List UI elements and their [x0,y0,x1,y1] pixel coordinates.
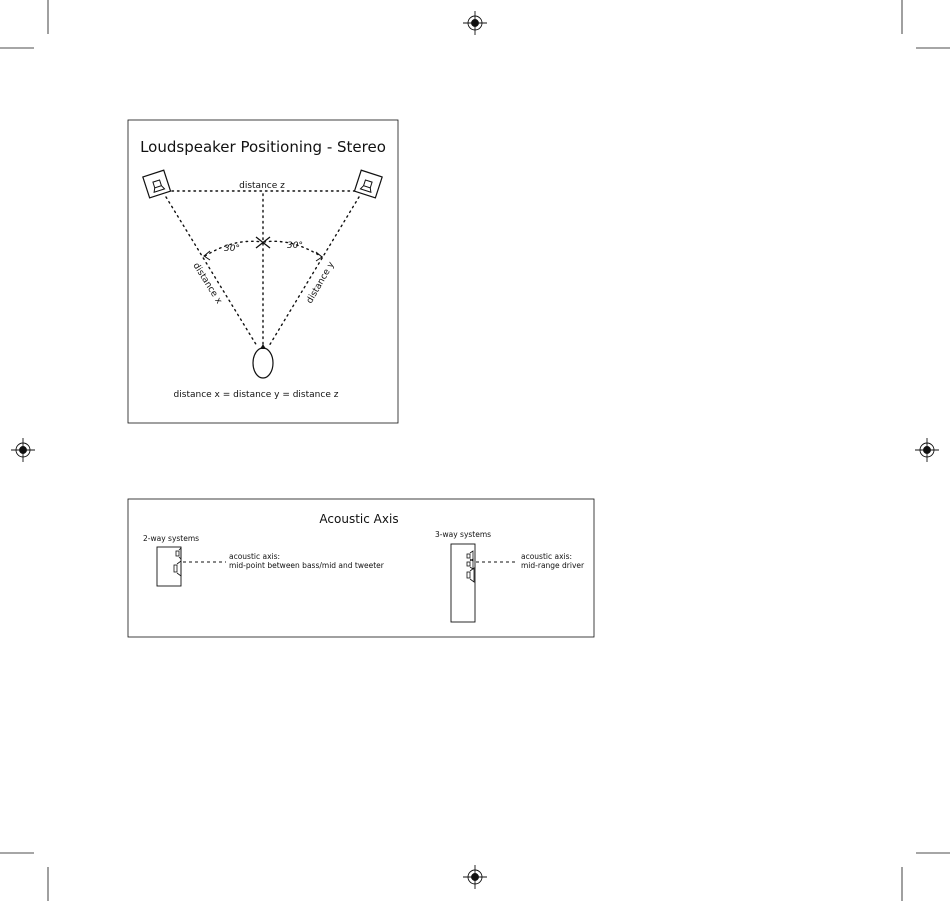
listener-icon [253,344,273,378]
registration-mark-bottom [463,865,487,889]
stereo-title: Loudspeaker Positioning - Stereo [140,138,386,156]
right-speaker-icon [354,170,382,198]
equation-label: distance x = distance y = distance z [173,390,339,400]
acoustic-title: Acoustic Axis [319,512,399,526]
registration-mark-right [915,438,939,462]
two-way-label: 2-way systems [143,534,200,543]
left-speaker-icon [143,170,171,198]
three-way-axis-line2: mid-range driver [521,561,585,570]
distance-y-line [269,197,359,346]
three-way-label: 3-way systems [435,530,492,539]
two-way-speaker-icon [157,547,181,586]
three-way-axis-line1: acoustic axis: [521,552,573,561]
acoustic-axis-diagram [128,499,594,637]
angle-left-label: 30° [224,244,240,254]
distance-x-line [166,197,257,346]
two-way-axis-line1: acoustic axis: [229,552,281,561]
registration-mark-left [11,438,35,462]
three-way-speaker-icon [451,544,475,622]
angle-right-label: 30° [287,241,303,251]
stereo-diagram [128,120,398,423]
two-way-axis-line2: mid-point between bass/mid and tweeter [229,561,384,570]
registration-mark-top [463,11,487,35]
distance-z-label: distance z [239,181,285,191]
arrow-left-icon [204,251,210,260]
distance-y-label: distance y [304,260,337,306]
distance-x-label: distance x [190,261,224,306]
